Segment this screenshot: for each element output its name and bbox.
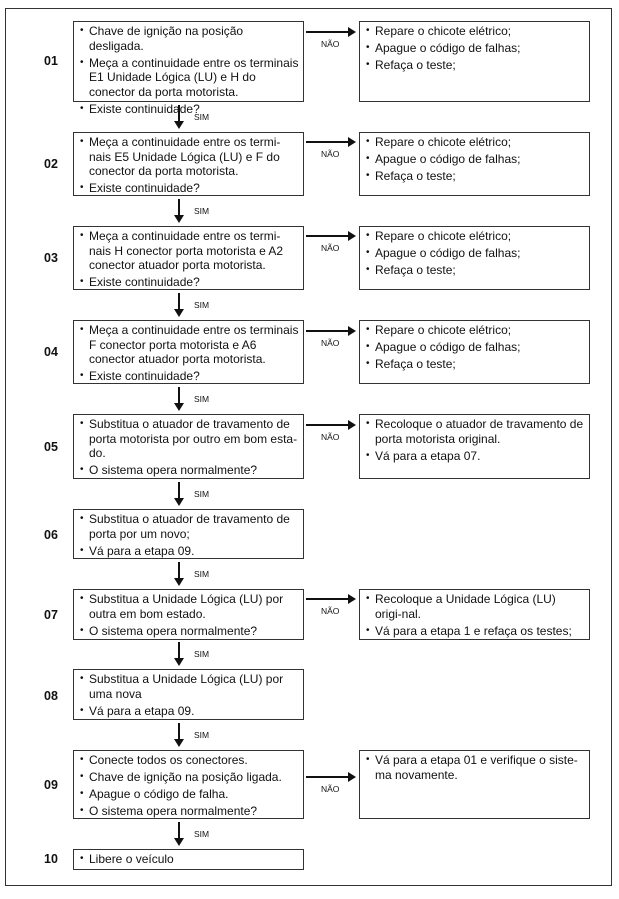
yes-arrow-icon <box>173 105 185 129</box>
no-label: NÃO <box>321 149 340 159</box>
yes-label: SIM <box>194 649 210 659</box>
action-item: • Substitua a Unidade Lógica (LU) por uma nova <box>80 672 299 701</box>
no-arrow-icon <box>306 594 356 604</box>
step-number: 06 <box>44 528 58 542</box>
no-action-item: • Repare o chicote elétrico; <box>366 135 585 150</box>
no-action-item: • Apague o código de falhas; <box>366 246 585 261</box>
no-action-item: • Apague o código de falhas; <box>366 340 585 355</box>
step-number: 01 <box>44 54 58 68</box>
step-01-box <box>73 21 304 116</box>
action-item: • Vá para a etapa 09. <box>80 704 299 719</box>
yes-label: SIM <box>194 300 210 310</box>
action-item: • Existe continuidade? <box>80 275 299 290</box>
step-01-no-box <box>359 21 590 102</box>
no-action-item: • Repare o chicote elétrico; <box>366 323 585 338</box>
yes-label: SIM <box>194 112 210 122</box>
no-arrow-icon <box>306 326 356 336</box>
step-04-box <box>73 320 304 384</box>
no-action-item: • Vá para a etapa 07. <box>366 449 585 464</box>
no-action-item: • Refaça o teste; <box>366 357 585 372</box>
no-label: NÃO <box>321 432 340 442</box>
yes-arrow-icon <box>173 293 185 317</box>
no-label: NÃO <box>321 606 340 616</box>
action-item: • Chave de ignição na posição desligada. <box>80 24 299 53</box>
action-item: • Existe continuidade? <box>80 369 299 384</box>
yes-arrow-icon <box>173 199 185 223</box>
step-09-no-box <box>359 750 590 819</box>
no-arrow-icon <box>306 27 356 37</box>
action-item: • Substitua o atuador de travamento de porta por um novo; <box>80 512 299 541</box>
step-number: 04 <box>44 345 58 359</box>
step-07-no-box <box>359 589 590 640</box>
step-10-box <box>73 849 304 870</box>
action-item: • Meça a continuidade entre os termi-nais E5 Unidade Lógica (LU) e F do conector da porta motorista. <box>80 135 299 179</box>
step-number: 05 <box>44 440 58 454</box>
no-label: NÃO <box>321 39 340 49</box>
yes-label: SIM <box>194 489 210 499</box>
no-label: NÃO <box>321 338 340 348</box>
yes-label: SIM <box>194 730 210 740</box>
action-item: • Meça a continuidade entre os terminais F conector porta motorista e A6 conector atuador porta motorista. <box>80 323 299 367</box>
step-number: 08 <box>44 689 58 703</box>
step-05-no-box <box>359 414 590 479</box>
no-arrow-icon <box>306 772 356 782</box>
step-number: 10 <box>44 852 58 866</box>
action-item: • O sistema opera normalmente? <box>80 463 299 478</box>
action-item: • Meça a continuidade entre os terminais E1 Unidade Lógica (LU) e H do conector da porta motorista. <box>80 56 299 100</box>
yes-label: SIM <box>194 206 210 216</box>
action-item: • O sistema opera normalmente? <box>80 804 299 819</box>
yes-arrow-icon <box>173 822 185 846</box>
no-action-item: • Vá para a etapa 1 e refaça os testes; <box>366 624 585 639</box>
no-action-item: • Recoloque o atuador de travamento de porta motorista original. <box>366 417 585 446</box>
action-item: • Chave de ignição na posição ligada. <box>80 770 299 785</box>
no-arrow-icon <box>306 231 356 241</box>
yes-arrow-icon <box>173 642 185 666</box>
no-action-item: • Repare o chicote elétrico; <box>366 24 585 39</box>
step-02-no-box <box>359 132 590 196</box>
step-06-box <box>73 509 304 559</box>
no-arrow-icon <box>306 137 356 147</box>
yes-arrow-icon <box>173 562 185 586</box>
step-number: 07 <box>44 608 58 622</box>
no-action-item: • Refaça o teste; <box>366 58 585 73</box>
yes-label: SIM <box>194 569 210 579</box>
no-action-item: • Repare o chicote elétrico; <box>366 229 585 244</box>
action-item: • Substitua a Unidade Lógica (LU) por outra em bom estado. <box>80 592 299 621</box>
no-label: NÃO <box>321 243 340 253</box>
yes-label: SIM <box>194 394 210 404</box>
step-09-box <box>73 750 304 819</box>
no-label: NÃO <box>321 784 340 794</box>
action-item: • Libere o veículo <box>80 852 299 867</box>
action-item: • O sistema opera normalmente? <box>80 624 299 639</box>
step-number: 02 <box>44 157 58 171</box>
step-05-box <box>73 414 304 479</box>
step-07-box <box>73 589 304 640</box>
yes-arrow-icon <box>173 723 185 747</box>
step-03-box <box>73 226 304 290</box>
yes-arrow-icon <box>173 387 185 411</box>
action-item: • Conecte todos os conectores. <box>80 753 299 768</box>
action-item: • Meça a continuidade entre os termi-nais H conector porta motorista e A2 conector atuador porta motorista. <box>80 229 299 273</box>
action-item: • Existe continuidade? <box>80 102 299 117</box>
step-02-box <box>73 132 304 196</box>
action-item: • Apague o código de falha. <box>80 787 299 802</box>
step-number: 03 <box>44 251 58 265</box>
step-number: 09 <box>44 778 58 792</box>
no-action-item: • Apague o código de falhas; <box>366 152 585 167</box>
action-item: • Vá para a etapa 09. <box>80 544 299 559</box>
step-03-no-box <box>359 226 590 290</box>
step-04-no-box <box>359 320 590 384</box>
no-action-item: • Recoloque a Unidade Lógica (LU) origi-nal. <box>366 592 585 621</box>
no-action-item: • Apague o código de falhas; <box>366 41 585 56</box>
no-arrow-icon <box>306 420 356 430</box>
action-item: • Substitua o atuador de travamento de porta motorista por outro em bom esta-do. <box>80 417 299 461</box>
step-08-box <box>73 669 304 720</box>
no-action-item: • Vá para a etapa 01 e verifique o siste-ma novamente. <box>366 753 585 782</box>
yes-label: SIM <box>194 829 210 839</box>
yes-arrow-icon <box>173 482 185 506</box>
no-action-item: • Refaça o teste; <box>366 169 585 184</box>
action-item: • Existe continuidade? <box>80 181 299 196</box>
no-action-item: • Refaça o teste; <box>366 263 585 278</box>
